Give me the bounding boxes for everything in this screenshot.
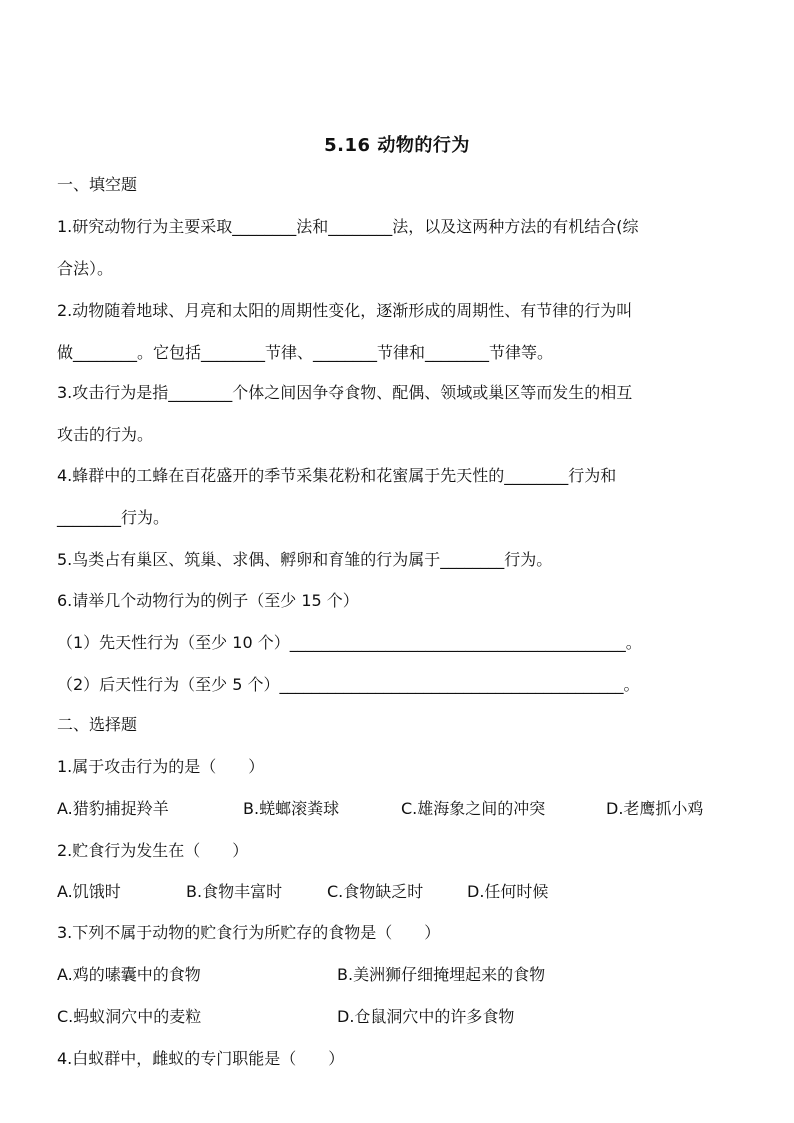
choice-q1-option-a: A.猎豹捕捉羚羊	[57, 799, 169, 818]
choice-q3-option-b: B.美洲狮仔细掩埋起来的食物	[337, 965, 546, 984]
choice-q2-option-d: D.任何时候	[467, 882, 549, 901]
choice-q2-stem: 2.贮食行为发生在（ ）	[57, 841, 249, 860]
fill-q6-sub2: （2）后天性行为（至少 5 个）___________________________________________。	[57, 675, 640, 694]
fill-q5-line1: 5.鸟类占有巢区、筑巢、求偶、孵卵和育雏的行为属于________行为。	[57, 550, 553, 569]
fill-q1-line2: 合法）。	[57, 259, 114, 278]
choice-q2-option-c: C.食物缺乏时	[327, 882, 424, 901]
choice-q1-option-d: D.老鹰抓小鸡	[606, 799, 704, 818]
choice-q2-option-a: A.饥饿时	[57, 882, 121, 901]
choice-q3-option-d: D.仓鼠洞穴中的许多食物	[337, 1007, 515, 1026]
fill-q3-line2: 攻击的行为。	[57, 425, 154, 444]
choice-q1-option-b: B.蜣螂滚粪球	[243, 799, 340, 818]
choice-q3-option-a: A.鸡的嗉囊中的食物	[57, 965, 201, 984]
fill-q6-sub1: （1）先天性行为（至少 10 个）__________________________________________。	[57, 633, 642, 652]
page-title: 5.16 动物的行为	[324, 135, 470, 156]
section-heading-choice: 二、选择题	[57, 715, 138, 734]
fill-q4-line2: ________行为。	[57, 508, 170, 527]
choice-q3-option-c: C.蚂蚁洞穴中的麦粒	[57, 1007, 202, 1026]
section-heading-fill: 一、填空题	[57, 175, 138, 194]
choice-q2-option-b: B.食物丰富时	[186, 882, 283, 901]
choice-q1-option-c: C.雄海象之间的冲突	[401, 799, 546, 818]
fill-q2-line1: 2.动物随着地球、月亮和太阳的周期性变化，逐渐形成的周期性、有节律的行为叫	[57, 301, 633, 320]
fill-q1-line1: 1.研究动物行为主要采取________法和________法，以及这两种方法的有机结合(综	[57, 217, 639, 236]
choice-q3-stem: 3.下列不属于动物的贮食行为所贮存的食物是（ ）	[57, 923, 441, 942]
fill-q3-line1: 3.攻击行为是指________个体之间因争夺食物、配偶、领域或巢区等而发生的相互	[57, 383, 633, 402]
fill-q2-line2: 做________。它包括________节律、________节律和________节律等。	[57, 343, 554, 362]
fill-q6-line1: 6.请举几个动物行为的例子（至少 15 个）	[57, 591, 359, 610]
choice-q1-stem: 1.属于攻击行为的是（ ）	[57, 757, 265, 776]
fill-q4-line1: 4.蜂群中的工蜂在百花盛开的季节采集花粉和花蜜属于先天性的________行为和	[57, 466, 617, 485]
choice-q4-stem: 4.白蚁群中，雌蚁的专门职能是（ ）	[57, 1049, 345, 1068]
